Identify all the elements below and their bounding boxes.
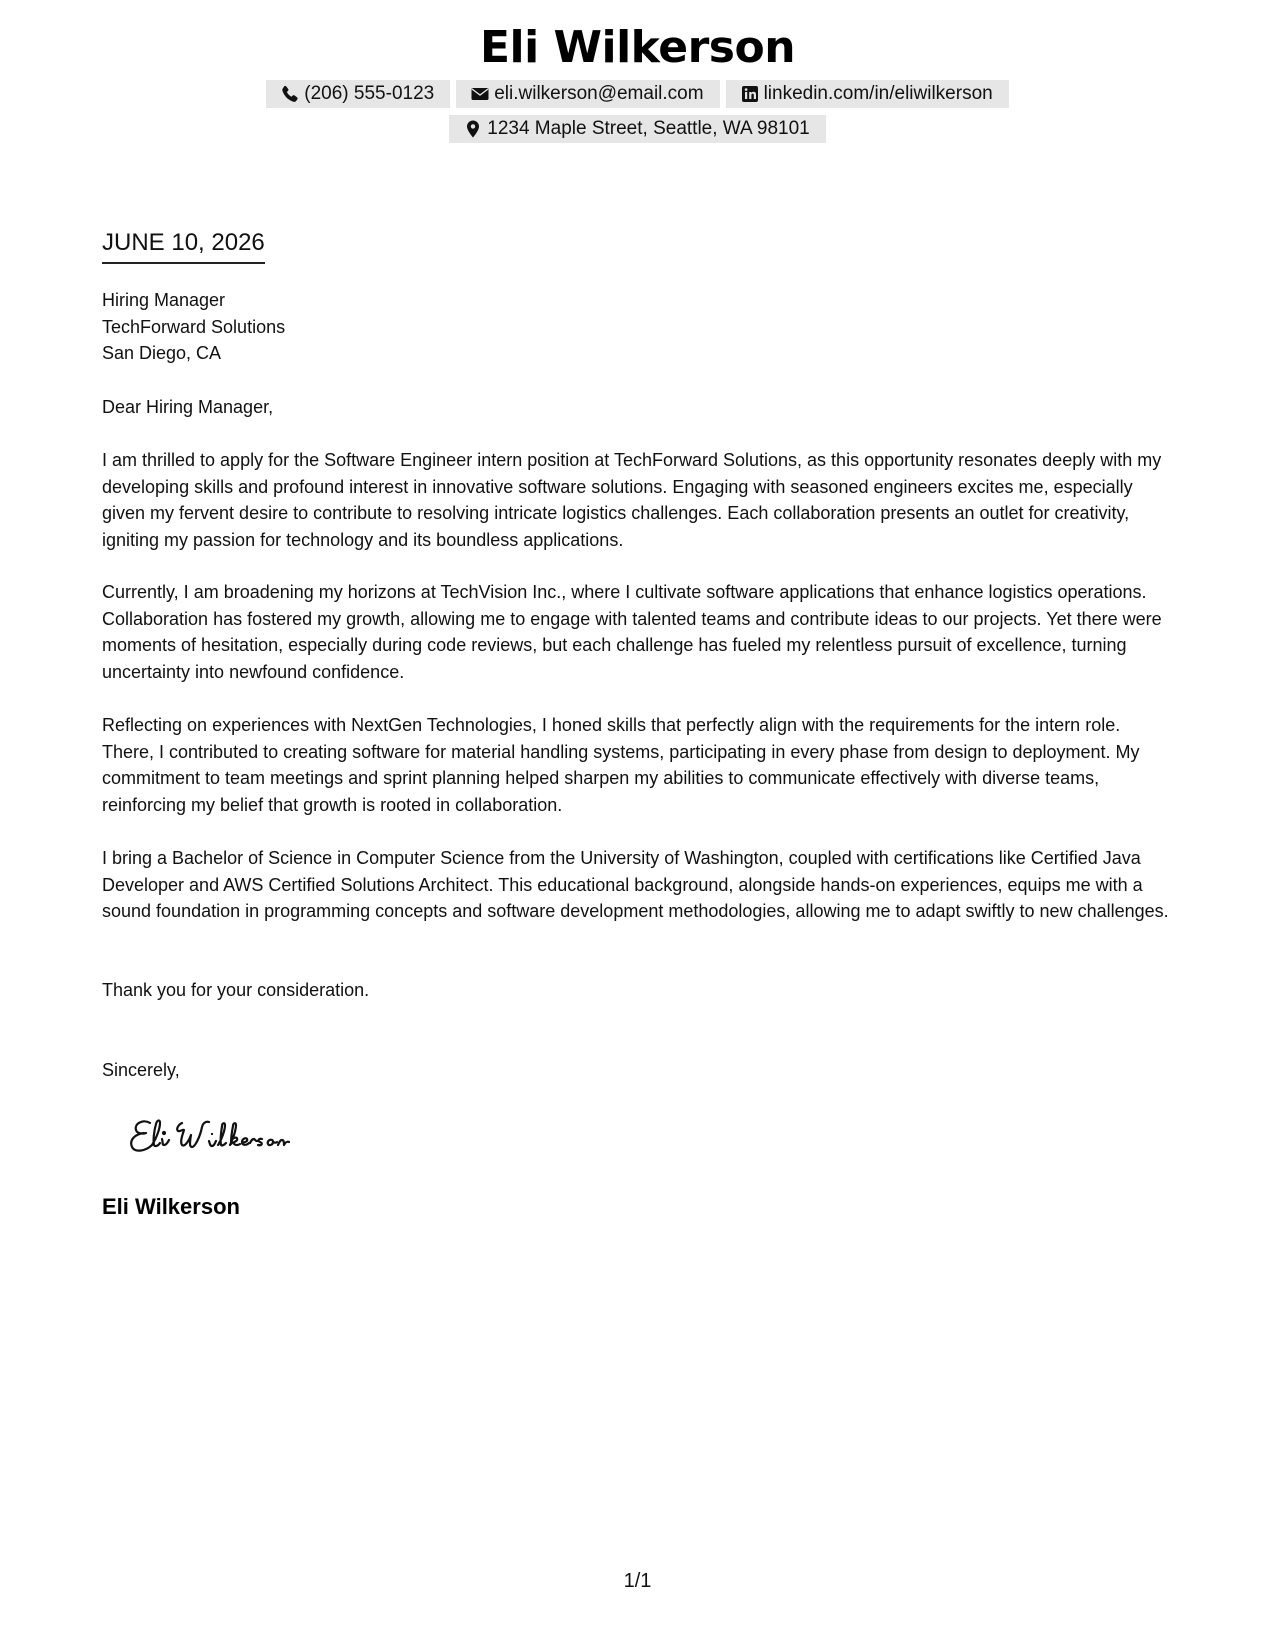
paragraph-current-role: Currently, I am broadening my horizons at TechVision Inc., where I cultivate software applications that enhance logistics operations. Collaboration has fostered my growth, allowing me to engage with talented teams and contribute ideas to our projects. Yet there were moments of hesitation, especially during code reviews, but each challenge has fueled my relentless pursuit of excellence, turning uncertainty into newfound confidence.	[102, 582, 1162, 682]
linkedin-chip	[726, 80, 1009, 108]
address-chip	[449, 115, 826, 143]
closing-line: Sincerely,	[102, 1060, 180, 1080]
contact-row-secondary	[0, 115, 1275, 143]
paragraph-education: I bring a Bachelor of Science in Computer Science from the University of Washington, coupled with certifications like Certified Java Developer and AWS Certified Solutions Architect. This educational background, alongside hands-on experiences, equips me with a sound foundation in programming concepts and software development methodologies, allowing me to adapt swiftly to new challenges.	[102, 848, 1169, 921]
recipient-company: TechForward Solutions	[102, 316, 286, 337]
contact-row-primary	[0, 80, 1275, 108]
letter-date: JUNE 10, 2026	[102, 228, 265, 264]
email-chip	[456, 80, 719, 108]
linkedin-text: linkedin.com/in/eliwilkerson	[763, 83, 993, 104]
envelope-icon	[470, 84, 490, 104]
map-pin-icon	[463, 119, 483, 139]
salutation: Dear Hiring Manager,	[102, 397, 274, 417]
page-number: 1/1	[623, 1570, 652, 1592]
phone-text: (206) 555-0123	[304, 83, 435, 104]
address-text: 1234 Maple Street, Seattle, WA 98101	[487, 118, 810, 139]
paragraph-intro: I am thrilled to apply for the Software Engineer intern position at TechForward Solutions, as this opportunity resonates deeply with my developing skills and profound interest in innovative software solutions. Engaging with seasoned engineers excites me, especially given my fervent desire to contribute to resolving intricate logistics challenges. Each collaboration presents an outlet for creativity, igniting my passion for technology and its boundless applications.	[102, 450, 1162, 550]
phone-icon	[280, 84, 300, 104]
linkedin-icon	[740, 84, 760, 104]
signer-name: Eli Wilkerson	[102, 1194, 240, 1219]
email-text: eli.wilkerson@email.com	[494, 83, 704, 104]
thanks-line: Thank you for your consideration.	[102, 980, 370, 1000]
applicant-name-heading: Eli Wilkerson	[479, 22, 796, 73]
recipient-block	[102, 287, 285, 367]
recipient-location: San Diego, CA	[102, 343, 222, 363]
paragraph-past-experience: Reflecting on experiences with NextGen Technologies, I honed skills that perfectly align with the requirements for the intern role. There, I contributed to creating software for material handling systems, participating in every phase from design to deployment. My commitment to team meetings and sprint planning helped sharpen my abilities to communicate effectively with diverse teams, reinforcing my belief that growth is rooted in collaboration.	[102, 715, 1140, 815]
handwritten-signature	[122, 1105, 352, 1165]
recipient-title: Hiring Manager	[102, 290, 226, 310]
phone-chip	[266, 80, 450, 108]
